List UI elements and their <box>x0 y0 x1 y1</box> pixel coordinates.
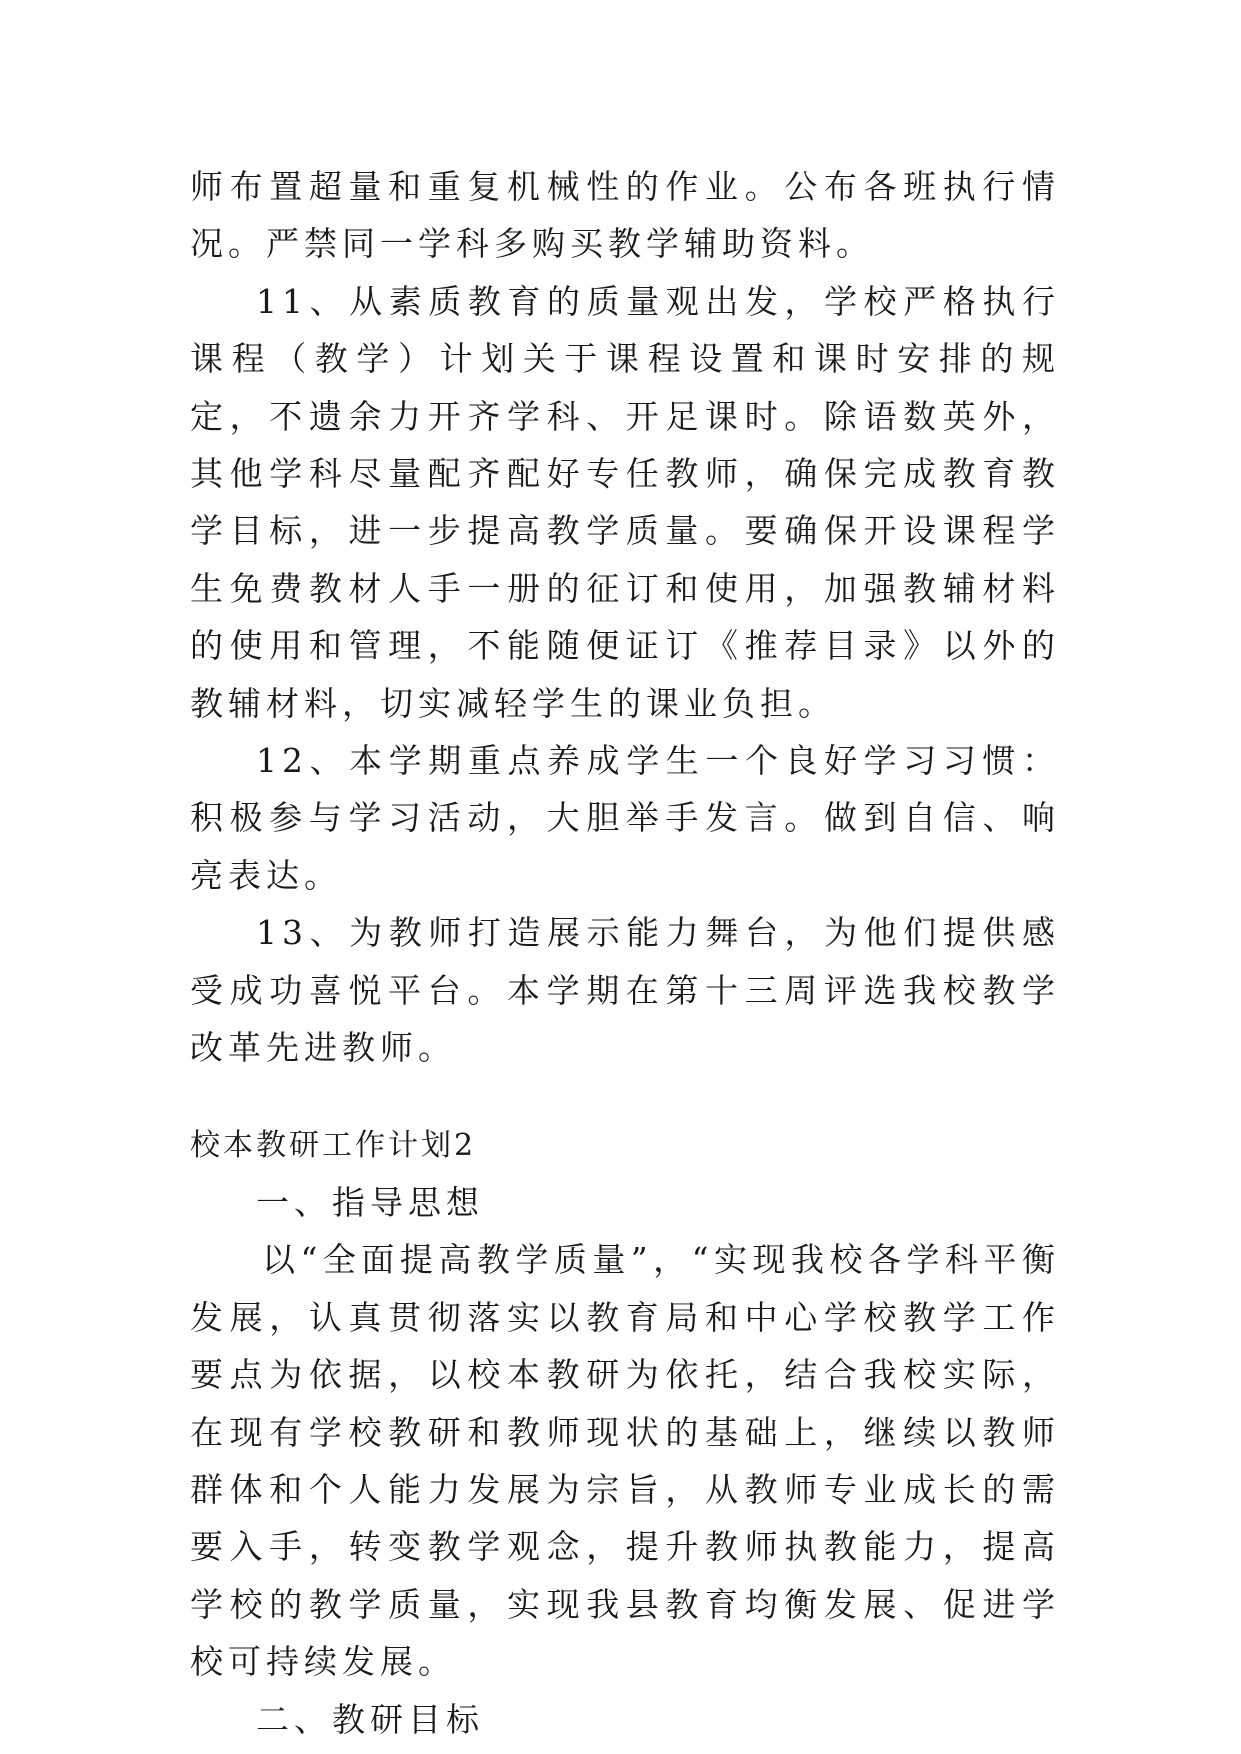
paragraph-guiding-ideology: 以“全面提高教学质量”，“实现我校各学科平衡发展，认真贯彻落实以教育局和中心学校教学工作要点为依据，以校本教研为依托，结合我校实际，在现有学校教研和教师现状的基础上，继续以教师群体和个人能力发展为宗旨，从教师专业成长的需要入手，转变教学观念，提升教师执教能力，提高学校的教学质量，实现我县教育均衡发展、促进学校可持续发展。 <box>190 1240 1060 1682</box>
section-title: 校本教研工作计划2 <box>190 1127 477 1163</box>
heading-research-goals: 二、教研目标 <box>256 1699 484 1739</box>
heading-guiding-ideology: 一、指导思想 <box>256 1182 484 1222</box>
paragraph-item-12: 12、本学期重点养成学生一个良好学习习惯：积极参与学习活动，大胆举手发言。做到自信、响亮表达。 <box>190 741 1060 895</box>
paragraph-item-11: 11、从素质教育的质量观出发，学校严格执行课程（教学）计划关于课程设置和课时安排的规定，不遗余力开齐学科、开足课时。除语数英外，其他学科尽量配齐配好专任教师，确保完成教育教学目标，进一步提高教学质量。要确保开设课程学生免费教材人手一册的征订和使用，加强教辅材料的使用和管理，不能随便证订《推荐目录》以外的教辅材料，切实减轻学生的课业负担。 <box>190 281 1060 723</box>
paragraph-item-13: 13、为教师打造展示能力舞台，为他们提供感受成功喜悦平台。本学期在第十三周评选我校教学改革先进教师。 <box>190 913 1060 1068</box>
document-body <box>190 158 1060 1748</box>
section-spacer <box>190 1077 1060 1117</box>
paragraph-continuation: 师布置超量和重复机械性的作业。公布各班执行情况。严禁同一学科多购买教学辅助资料。 <box>190 167 1060 264</box>
